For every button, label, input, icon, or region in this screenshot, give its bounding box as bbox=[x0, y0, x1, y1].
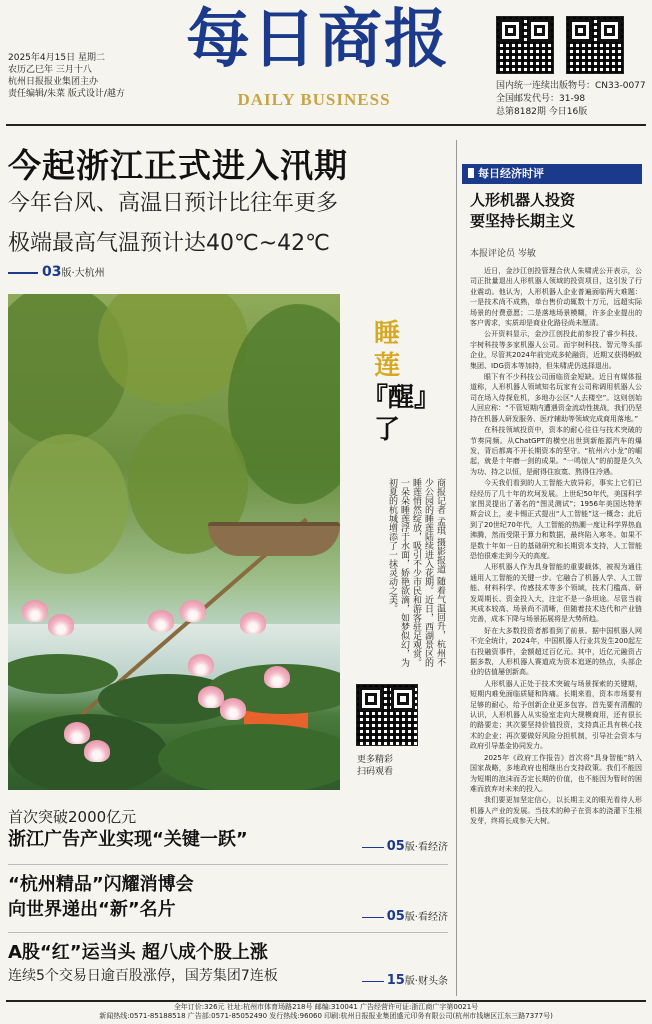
dash-divider bbox=[8, 272, 38, 274]
story-item[interactable] bbox=[8, 872, 448, 928]
story-title[interactable]: 浙江广告产业实现“关键一跃” bbox=[8, 829, 248, 850]
newspaper-title: 每日商报 bbox=[186, 2, 450, 77]
column-body bbox=[470, 266, 642, 994]
footer-line: 新闻热线:0571-85188518 广告部:0571-85052490 发行热线:96060 印刷:杭州日报报业集团盛元印务有限公司(杭州市钱塘区江东三路7377号) bbox=[99, 1012, 553, 1020]
lunar-date: 农历乙巳年 三月十八 bbox=[8, 65, 92, 75]
photo-caption: 商报记者 孟琪 摄影报道 随着气温回升，杭州不少公园的睡莲陆续进入花期。近日，西湖景区的睡莲悄然绽放，吸引不少市民和游客驻足观赏。一朵朵睡莲浮于水面，娇艳欲滴，如梦似幻，为初夏的杭城增添了一抹灵动之美。 bbox=[387, 478, 445, 667]
publisher: 杭州日报报业集团主办 bbox=[8, 77, 99, 87]
column-paragraph: 眼下有不少科技公司面临资金短缺。近日有媒体报道称，人形机器人领域知名玩家有公司称调用机器人公司在场入侍探危机，多地办公区“人去楼空”。这则创始人回应称：“不管短期内遭遇资金流动性挑战，我们仍坚持在机器人研发服务、医疗辅助等领域完成商用落地。” bbox=[470, 373, 642, 423]
story-subtitle: 连续5个交易日逾百股涨停，国芳集团7连板 bbox=[8, 968, 278, 984]
story-page-ref[interactable]: 05版·看经济 bbox=[362, 838, 448, 854]
column-paragraph: 在科技领域投资中，资本的耐心往往与技术突破的节奏同频。从ChatGPT的横空出世到新能源汽车的爆发，背后都离不开长期资本的坚守。“杭州六小龙”的崛起，就是十年磨一剑的成果。“一鸣惊人”的前提是久久为功、持之以恒，是耐得住寂寞、熬得住冷遇。 bbox=[470, 426, 642, 476]
column-title[interactable]: 人形机器人投资 要坚持长期主义 bbox=[470, 191, 576, 230]
footer-line: 全年订价:326元 社址:杭州市体育场路218号 邮编:310041 广告经营许可证:浙江商广字第0021号 bbox=[173, 1003, 479, 1011]
qr-code-icon[interactable] bbox=[356, 684, 418, 746]
editors: 责任编辑/朱菜 版式设计/越方 bbox=[8, 89, 125, 99]
column-paragraph: 近日，金沙江创投管理合伙人朱啸虎公开表示，公司正批量退出人形机器人领域的投资项目，这引发了行业震动。他认为，人形机器人企业普遍面临两大难题：一是技术尚不成熟，单台售价动辄数十万元，远超实际场景的付费意愿；二是落地场景模糊，许多企业提出的客户需求，实质却是商业化路径尚未厘清。 bbox=[470, 267, 642, 328]
column-paragraph: 我们要更加坚定信心，以长期主义的眼光看待人形机器人产业的发展。当技术的种子在资本的浇灌下生根发芽，终将长成参天大树。 bbox=[470, 796, 642, 826]
lead-subheadline: 今年台风、高温日预计比往年更多 bbox=[8, 191, 339, 216]
column-paragraph: 人形机器人正处于技术突破与场景探索的关键期，短期内难免面临质疑和阵痛。长期来看，资本市场要有足够的耐心，给予创新企业更多包容。首先要有清醒的认识，人形机器人从实验室走向大规模商用，还有很长的路要走；其次要坚持价值投资，支持真正具有核心技术的企业；再次要做好风险分担机制，引导社会资本与政府引导基金协同发力。 bbox=[470, 679, 642, 751]
masthead-divider bbox=[6, 124, 646, 126]
story-page-ref[interactable]: 15版·财头条 bbox=[362, 972, 448, 988]
column-paragraph: 今天我们看到的人工智能大放异彩，事实上它们已经经历了几十年的坎坷发展。上世纪50年代，美国科学家图灵提出了著名的“图灵测试”；1956年美国达特茅斯会议上，麦卡锡正式提出“人工智能”这一概念；此后到了20世纪70年代，人工智能的热潮一度让科学界热血沸腾，然而受限于算力和数据，最终陷入寒冬。如果不是数十年如一日的基础研究和长期资本支持，人工智能恐怕很难走到今天的高度。 bbox=[470, 479, 642, 560]
page-section: 版·大杭州 bbox=[61, 268, 105, 279]
qr-code-icon[interactable] bbox=[566, 16, 624, 74]
column-divider bbox=[456, 140, 457, 996]
story-item[interactable] bbox=[8, 940, 448, 994]
photo-title-part2: 『醒』了 bbox=[362, 383, 441, 445]
column-paragraph: 好在大多数投资者都看到了前景。据中国机器人网不完全统计，2024年，中国机器人行业共发生200起左右投融资事件，金额超过百亿元。其中，近亿元融资占据多数，人形机器人赛道成为资本追逐的热点，头部企业的估值屡创新高。 bbox=[470, 626, 642, 677]
photo-title-part1: 睡莲 bbox=[373, 319, 400, 381]
divider bbox=[8, 864, 448, 865]
photo-title bbox=[362, 318, 441, 446]
postal-code: 全国邮发代号：31-98 bbox=[496, 94, 586, 104]
column-tag: 每日经济时评 bbox=[462, 164, 642, 184]
lead-subheadline: 极端最高气温预计达40℃~42℃ bbox=[8, 231, 330, 256]
issue-date: 2025年4月15日 星期二 bbox=[8, 53, 105, 63]
footer bbox=[6, 1000, 646, 1022]
qr-caption: 更多精彩 扫码观看 bbox=[357, 755, 394, 777]
story-title[interactable]: “杭州精品”闪耀消博会 bbox=[8, 874, 194, 895]
story-title[interactable]: A股“红”运当头 超八成个股上涨 bbox=[8, 942, 268, 963]
masthead-info bbox=[8, 52, 178, 100]
issue-number: 总第8182期 今日16版 bbox=[496, 107, 588, 117]
water-lily-photo bbox=[8, 294, 340, 790]
story-page-ref[interactable]: 05版·看经济 bbox=[362, 908, 448, 924]
column-author: 本报评论员 岑敏 bbox=[470, 249, 536, 259]
lead-page-ref[interactable] bbox=[8, 264, 105, 280]
story-title-line2[interactable]: 向世界递出“新”名片 bbox=[8, 899, 176, 920]
column-paragraph: 人形机器人作为具身智能的重要载体，被视为通往通用人工智能的关键一步。它融合了机器人学、人工智能、材料科学、传感技术等多个领域，技术门槛高、研发周期长、资金投入大，注定不是一条坦途。尽管当前其成本较高、场景尚不清晰，但随着技术迭代和产业链完善，成本下降与场景拓展将是大势所趋。 bbox=[470, 563, 642, 624]
divider bbox=[8, 932, 448, 933]
story-item[interactable] bbox=[8, 806, 448, 854]
page-number: 03 bbox=[42, 264, 62, 280]
story-kicker: 首次突破2000亿元 bbox=[8, 808, 137, 826]
publication-info bbox=[496, 80, 646, 119]
qr-code-icon[interactable] bbox=[496, 16, 554, 74]
column-paragraph: 2025年《政府工作报告》首次将“具身智能”纳入国家战略，多地政府也相继出台支持政策。我们不能因为短期的泡沫而否定长期的价值，也不能因为暂时的困难而放弃对未来的投入。 bbox=[470, 753, 642, 793]
cn-number: 国内统一连续出版物号：CN33-0077 bbox=[496, 81, 646, 91]
newspaper-title-en: DAILY BUSINESS bbox=[237, 90, 391, 109]
lead-headline[interactable]: 今起浙江正式进入汛期 bbox=[8, 146, 348, 185]
column-paragraph: 公开资料显示，金沙江创投此前参投了睿少科技、宇树科技等多家机器人公司。而宇树科技、智元等头部企业，尽管其2024年前完成多轮融资，近期又获得蚂蚁集团、IDG资本等加持，但朱啸虎仍选择退出。 bbox=[470, 330, 642, 370]
